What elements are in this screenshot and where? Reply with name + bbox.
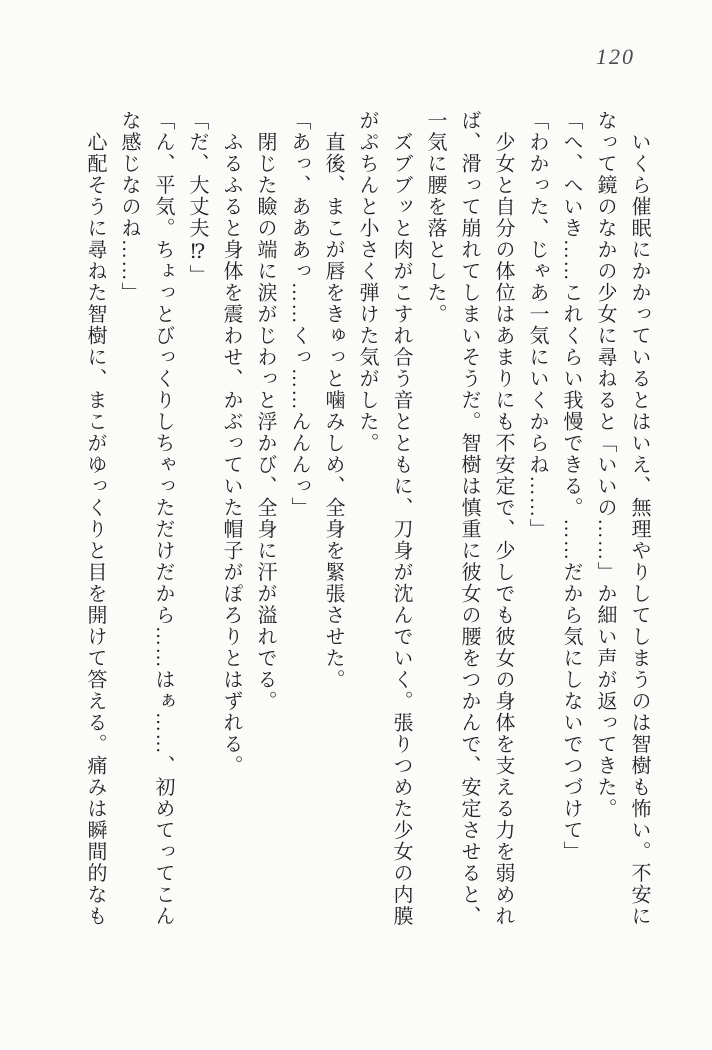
text-line: なって鏡のなかの少女に尋ねると「いいの……」か細い声が返ってきた。 bbox=[594, 110, 616, 820]
text-line: いくら催眠にかかっているとはいえ、無理やりしてしまうのは智樹も怖い。不安に bbox=[628, 110, 650, 927]
text-line: 「だ、大丈夫⁉」 bbox=[186, 110, 208, 286]
text-line: ズブブッと肉がこすれ合う音とともに、刀身が沈んでいく。張りつめた少女の内膜 bbox=[390, 110, 412, 927]
text-line: 閉じた瞼の端に涙がじわっと浮かび、全身に汗が溢れでる。 bbox=[254, 110, 276, 712]
text-line: 心配そうに尋ねた智樹に、まこがゆっくりと目を開けて答える。痛みは瞬間的なも bbox=[84, 110, 106, 927]
text-line: がぷちんと小さく弾けた気がした。 bbox=[356, 110, 378, 454]
text-line: 直後、まこが唇をきゅっと噛みしめ、全身を緊張させた。 bbox=[322, 110, 344, 691]
text-line: な感じなのね……」 bbox=[118, 110, 140, 304]
vertical-text-area bbox=[78, 110, 656, 958]
text-line: 「へ、へいき……これくらい我慢できる。……だから気にしないでつづけて」 bbox=[560, 110, 582, 863]
text-line: ふるふると身体を震わせ、かぶっていた帽子がぽろりとはずれる。 bbox=[220, 110, 242, 777]
text-line: 「ん、平気。ちょっとびっくりしちゃっただけだから……はぁ……、初めてってこん bbox=[152, 110, 174, 927]
text-line: 一気に腰を落とした。 bbox=[424, 110, 446, 325]
text-line: 「わかった、じゃあ一気にいくからね……」 bbox=[526, 110, 548, 540]
text-line: ば、滑って崩れてしまいそうだ。智樹は慎重に彼女の腰をつかんで、安定させると、 bbox=[458, 110, 480, 927]
page-number: 120 bbox=[596, 44, 635, 69]
text-line: 少女と自分の体位はあまりにも不安定で、少しでも彼女の身体を支える力を弱めれ bbox=[492, 110, 514, 927]
text-line: 「あっ、あああっ……くっ……んんんっ」 bbox=[288, 110, 310, 519]
